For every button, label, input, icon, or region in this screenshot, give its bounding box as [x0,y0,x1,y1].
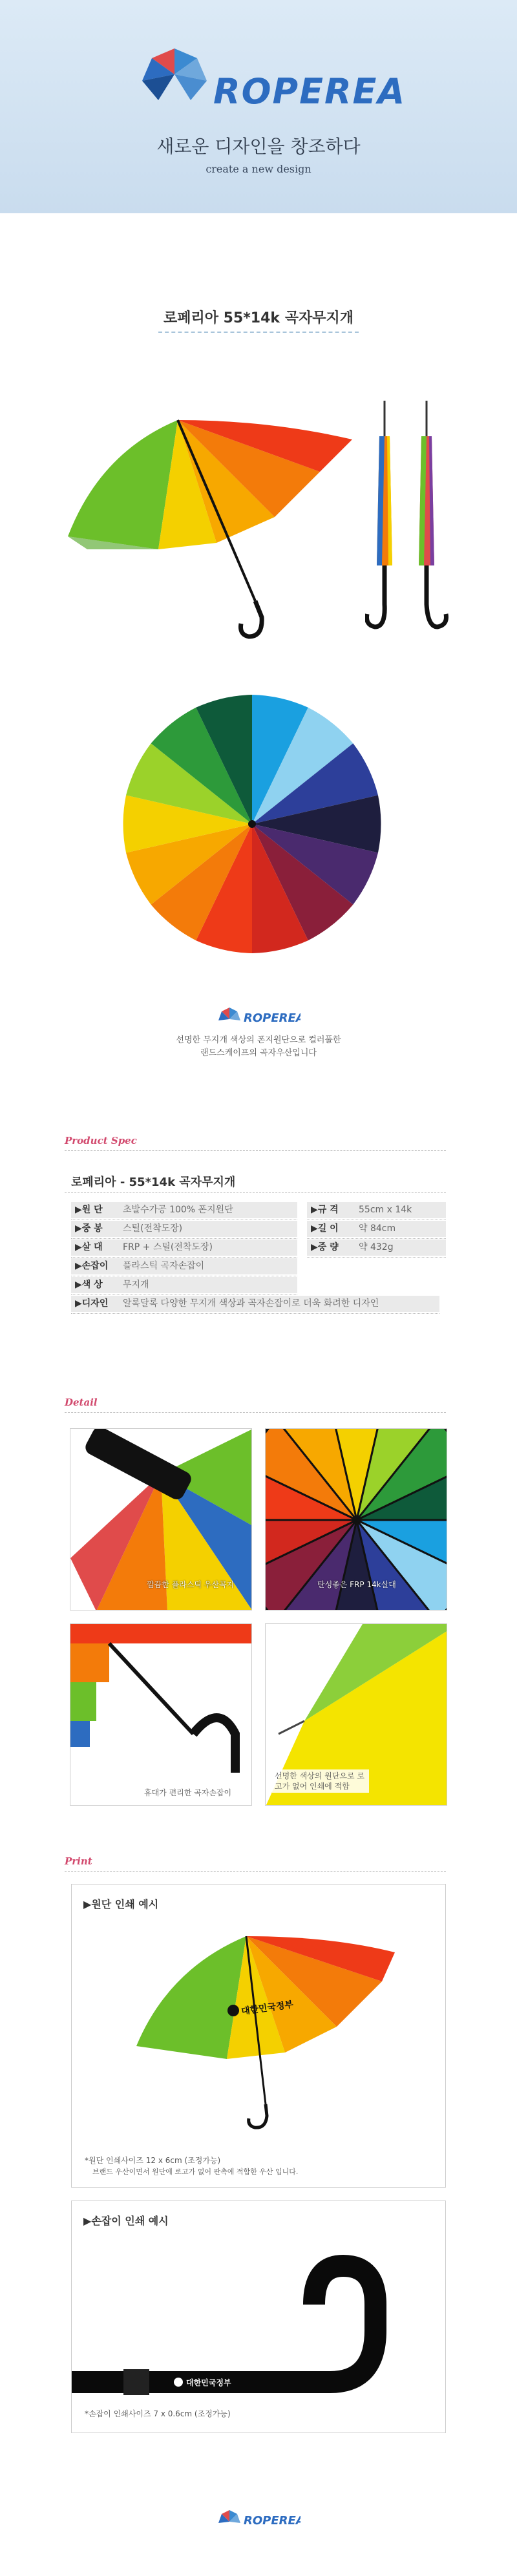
spec-separator [307,1219,446,1220]
spec-value: 약 432g [359,1242,394,1252]
spec-product-name: 로페리아 - 55*14k 곡자무지개 [71,1176,236,1189]
spec-label: ▶디자인 [75,1298,109,1309]
spec-label: ▶중 봉 [75,1223,103,1234]
spec-separator [307,1238,446,1239]
fabric-print-umbrella [130,1910,401,2130]
spec-row [307,1202,446,1218]
spec-value: 55cm x 14k [359,1205,412,1215]
product-title: 로페리아 55*14k 곡자무지개 [164,310,353,326]
spec-separator [307,1257,446,1258]
spec-separator [71,1313,439,1314]
detail-image-ribs [265,1428,447,1610]
brand-logo [139,45,406,112]
spec-label: ▶규 격 [311,1205,339,1215]
detail-caption: 탄성좋은 FRP 14k살대 [317,1580,396,1589]
product-description [0,1034,517,1060]
description-line: 선명한 무지개 색상의 폰지원단으로 컬러풀한 [176,1035,341,1045]
handle-print-image [72,2240,447,2408]
detail-image-fabric [265,1623,447,1806]
fabric-print-logo: 대한민국정부 [240,1999,294,2017]
spec-row [71,1296,439,1312]
spec-value: 알록달록 다양한 무지개 색상과 곡자손잡이로 더욱 화려한 디자인 [123,1298,379,1309]
umbrella-side-image [61,394,365,640]
detail-caption: 선명한 색상의 원단으로 로고가 없어 인쇄에 적합 [272,1769,369,1793]
spec-row [71,1240,297,1256]
spec-value: 초발수가공 100% 폰지원단 [123,1205,233,1215]
handle-print-logo: 대한민국정부 [186,2378,231,2387]
slogan-english: create a new design [206,163,311,175]
spec-label: ▶중 량 [311,1242,339,1252]
fabric-print-note: 브랜드 우산이면서 원단에 로고가 없어 판촉에 적합한 우산 입니다. [92,2168,299,2176]
spec-label: ▶원 단 [75,1205,103,1215]
spec-value: 약 84cm [359,1223,396,1234]
description-line: 랜드스케이프의 곡자우산입니다 [200,1048,317,1058]
spec-row [71,1277,297,1293]
spec-row [71,1202,297,1218]
spec-value: 무지개 [123,1280,149,1290]
fabric-print-title: ▶원단 인쇄 예시 [83,1898,159,1910]
spec-separator [71,1257,297,1258]
spec-value: 스틸(전착도장) [123,1223,183,1234]
spec-label: ▶색 상 [75,1280,103,1290]
detail-image-handle [70,1623,252,1806]
umbrella-closed-image [365,397,456,637]
spec-value: FRP + 스틸(전착도장) [123,1242,213,1252]
spec-row [307,1240,446,1256]
spec-divider [65,1192,446,1193]
detail-caption: 깔끔한 플라스틱 우산꼭지 [147,1580,235,1589]
spec-separator [71,1219,297,1220]
handle-print-note: *손잡이 인쇄사이즈 7 x 0.6cm (조정가능) [85,2409,231,2418]
brand-name: ROPEREA [213,71,406,112]
footer-brand-logo [216,2507,301,2536]
spec-value: 플라스틱 곡자손잡이 [123,1261,205,1271]
section-label: Product Spec [65,1135,137,1146]
title-divider [158,332,359,333]
svg-text:ROPEREA: ROPEREA [244,1011,301,1025]
footer-brand-name: ROPEREA [244,2514,301,2528]
umbrella-top-image [116,688,388,960]
spec-row [71,1258,297,1274]
print-section-header [65,1855,446,1872]
slogan-korean: 새로운 디자인을 창조하다 [156,136,361,157]
spec-separator [71,1294,297,1295]
umbrella-logo-icon [139,45,210,110]
detail-image-tip [70,1428,252,1610]
fabric-print-note: *원단 인쇄사이즈 12 x 6cm (조정가능) [85,2156,221,2165]
small-brand-logo [216,1005,301,1033]
spec-label: ▶살 대 [75,1242,103,1252]
section-label: Print [65,1855,92,1867]
handle-print-title: ▶손잡이 인쇄 예시 [83,2215,169,2227]
spec-section-header [65,1134,446,1151]
spec-label: ▶길 이 [311,1223,339,1234]
spec-row [307,1221,446,1237]
spec-label: ▶손잡이 [75,1261,109,1271]
fabric-print-box [71,1884,446,2188]
detail-section-header [65,1396,446,1413]
handle-print-box [71,2201,446,2433]
section-label: Detail [65,1397,98,1408]
spec-separator [71,1238,297,1239]
spec-row [71,1221,297,1237]
detail-caption: 휴대가 편리한 곡자손잡이 [142,1786,234,1799]
